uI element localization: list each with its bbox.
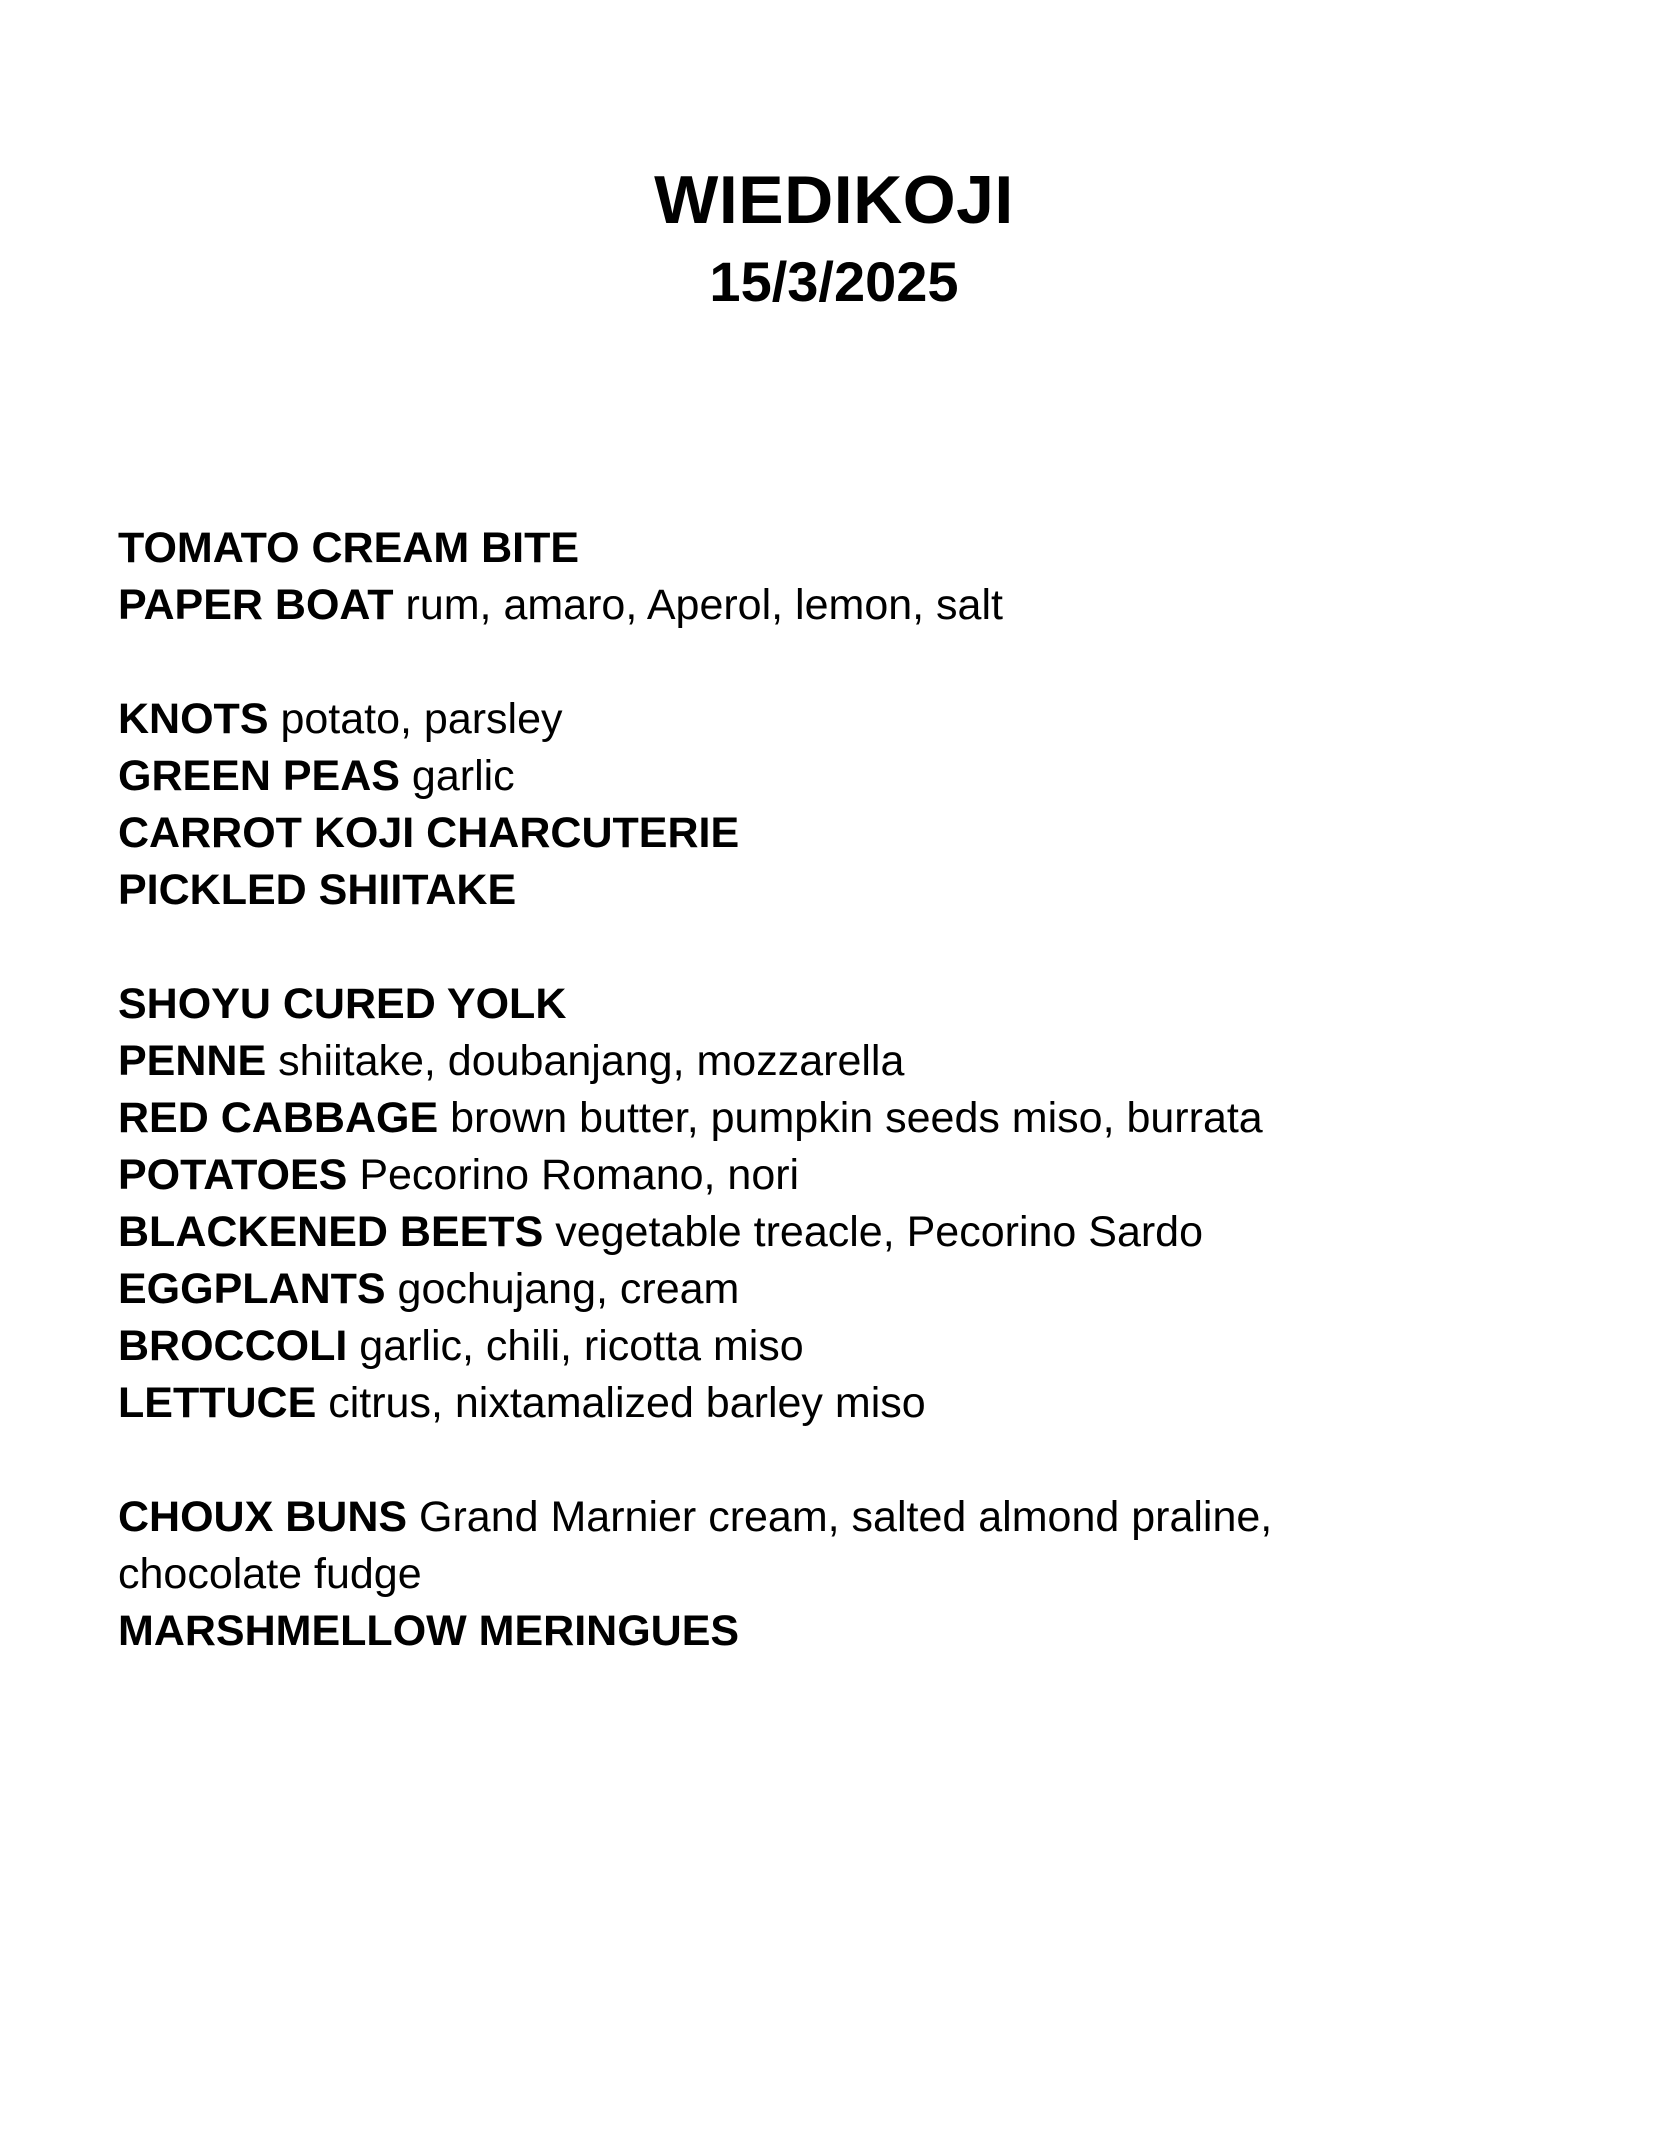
dish-name: BLACKENED BEETS (118, 1208, 544, 1256)
dish-name: POTATOES (118, 1151, 348, 1199)
menu-item (118, 1375, 1458, 1432)
dish-description: Grand Marnier cream, salted almond praline, chocolate fudge (118, 1493, 1273, 1598)
menu-item (118, 1090, 1458, 1147)
course-4 (118, 1489, 1458, 1660)
dish-name: RED CABBAGE (118, 1094, 439, 1142)
course-2 (118, 691, 1458, 919)
dish-name: CHOUX BUNS (118, 1493, 408, 1541)
menu-item (118, 1318, 1458, 1375)
course-3 (118, 976, 1458, 1432)
dish-name: CARROT KOJI CHARCUTERIE (118, 809, 740, 857)
dish-name: GREEN PEAS (118, 752, 400, 800)
menu-item (118, 1033, 1458, 1090)
menu-item (118, 520, 1458, 577)
menu-item (118, 691, 1458, 748)
dish-description: citrus, nixtamalized barley miso (328, 1379, 926, 1427)
dish-name: BROCCOLI (118, 1322, 348, 1370)
menu-item (118, 1603, 1458, 1660)
dish-name: TOMATO CREAM BITE (118, 524, 580, 572)
dish-description: shiitake, doubanjang, mozzarella (278, 1037, 905, 1085)
menu-item (118, 976, 1458, 1033)
course-1 (118, 520, 1458, 634)
dish-name: PAPER BOAT (118, 581, 394, 629)
dish-name: PENNE (118, 1037, 267, 1085)
menu-item (118, 1147, 1458, 1204)
menu-item (118, 577, 1458, 634)
menu-item (118, 805, 1458, 862)
dish-description: vegetable treacle, Pecorino Sardo (555, 1208, 1204, 1256)
menu-item (118, 862, 1458, 919)
menu-list (118, 520, 1458, 1717)
dish-description: gochujang, cream (397, 1265, 740, 1313)
dish-name: SHOYU CURED YOLK (118, 980, 567, 1028)
menu-item (118, 1489, 1458, 1603)
dish-description: rum, amaro, Aperol, lemon, salt (405, 581, 1003, 629)
dish-name: LETTUCE (118, 1379, 317, 1427)
restaurant-title: WIEDIKOJI (654, 162, 1014, 238)
dish-description: garlic (411, 752, 515, 800)
dish-description: Pecorino Romano, nori (359, 1151, 800, 1199)
menu-item (118, 1204, 1458, 1261)
dish-description: brown butter, pumpkin seeds miso, burrata (450, 1094, 1263, 1142)
dish-name: MARSHMELLOW MERINGUES (118, 1607, 740, 1655)
menu-item (118, 748, 1458, 805)
menu-header (0, 160, 1668, 316)
menu-item (118, 1261, 1458, 1318)
dish-description: garlic, chili, ricotta miso (359, 1322, 804, 1370)
dish-name: EGGPLANTS (118, 1265, 386, 1313)
dish-description: potato, parsley (280, 695, 563, 743)
dish-name: KNOTS (118, 695, 269, 743)
dish-name: PICKLED SHIITAKE (118, 866, 517, 914)
menu-date: 15/3/2025 (709, 250, 959, 313)
